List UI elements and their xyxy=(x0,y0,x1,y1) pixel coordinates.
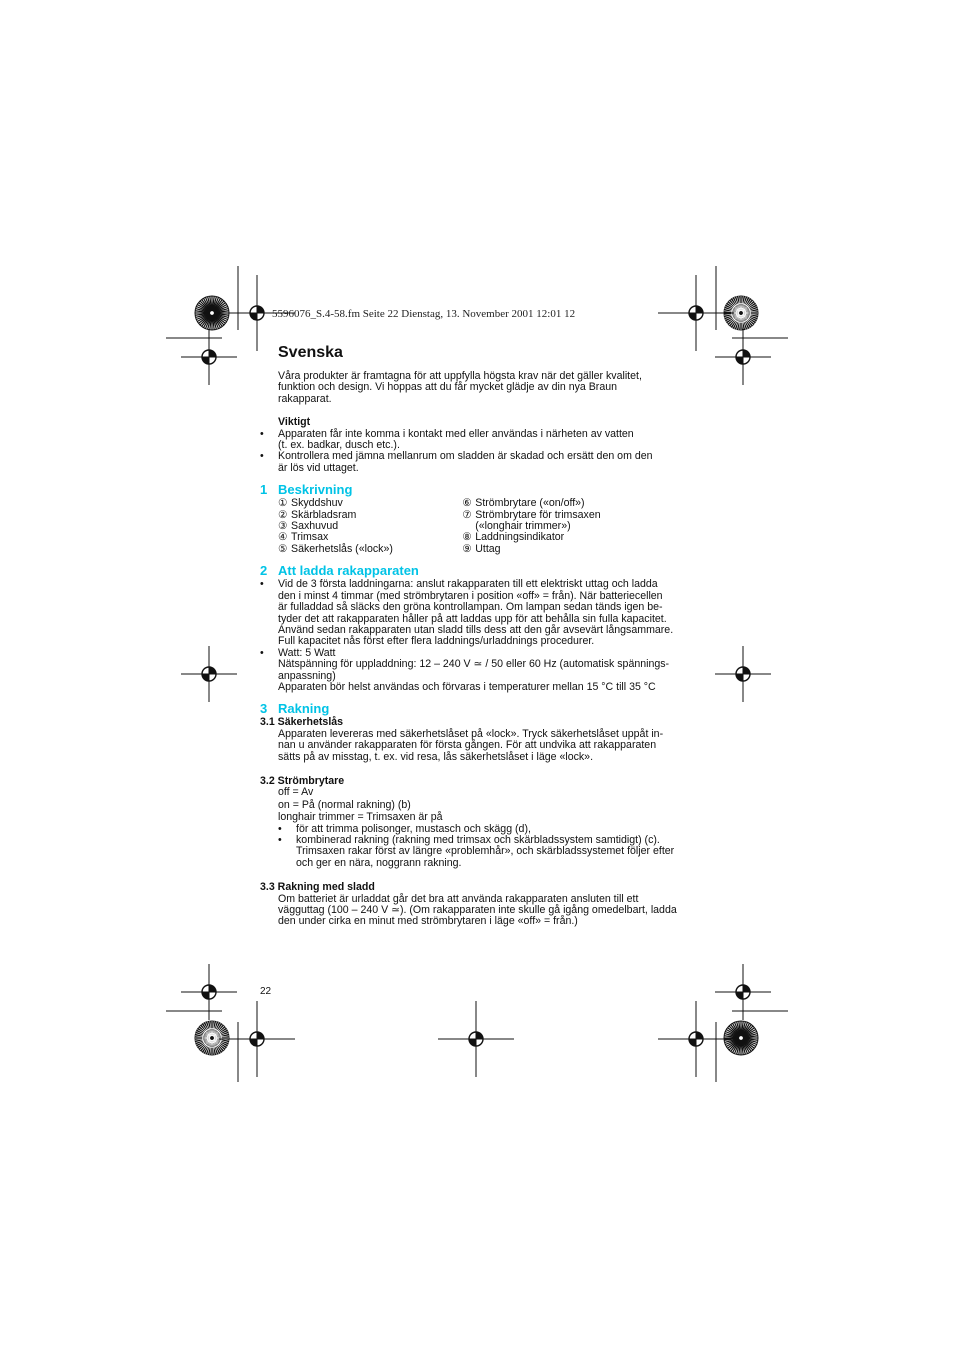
list-item: • Kontrollera med jämna mellanrum om sladden är skadad och ersätt den om den är lös vid uttaget. xyxy=(260,451,700,474)
subsection-3-1-title: 3.1 Säkerhetslås xyxy=(260,716,344,729)
switch-modes-list xyxy=(278,824,700,870)
viktigt-list xyxy=(260,429,700,475)
parts-list xyxy=(278,498,700,555)
list-item: • kombinerad rakning (rakning med trimsax och skärbladssystem samtidigt) (c). Trimsaxen rakar först av längre «problemhår», och skärbladssystemet följer efter och ger en nära, noggrann rakning. xyxy=(278,835,700,869)
subsection-3-1-text: Apparaten levereras med säkerhetslåset på «lock». Tryck säkerhetslåset uppåt in- nan u använder rakapparaten för första gången. För att undvika att rakapparaten sätts på av misstag, t. ex. vid resa, lås säkerhetslåset i läge «lock». xyxy=(278,727,664,763)
list-item: • Apparaten får inte komma i kontakt med eller användas i närheten av vatten (t. ex. badkar, dusch etc.). xyxy=(260,429,700,452)
intro-paragraph: Våra produkter är framtagna för att uppfylla högsta krav när det gäller kvalitet, funktion och design. Vi hoppas att du får mycket glädje av din nya Braun rakapparat. xyxy=(278,370,642,405)
section-2-heading: 2 Att ladda rakapparaten xyxy=(260,563,419,579)
charging-list xyxy=(260,579,700,693)
parts-column-right: ⑥ Strömbrytare («on/off») ⑦ Strömbrytare för trimsaxen («longhair trimmer») ⑧ Laddningsindikator ⑨ Uttag xyxy=(462,497,601,555)
list-item: • Vid de 3 första laddningarna: anslut rakapparaten till ett elektriskt uttag och ladda den i minst 4 timmar (med strömbrytaren i position «off» = från). När batteriecellen är fulladdad så släcks den gröna kontrollampan. Om lampan sedan tänds igen be- tyder det att rakapparaten håller på att laddas upp för att behålla sin fulla kapacitet. Använd sedan rakapparaten utan sladd tills dess att den går avsevärt långsammare. Full kapacitet nås först efter flera laddnings/urladdnings procedurer. xyxy=(260,579,700,647)
parts-column-left: ① Skyddshuv ② Skärbladsram ③ Saxhuvud ④ Trimsax ⑤ Säkerhetslås («lock») xyxy=(278,497,393,555)
subsection-3-2-text: off = Av on = På (normal rakning) (b) longhair trimmer = Trimsaxen är på • för att trimma polisonger, mustasch och skägg (d), • kombinerad rakning (rakning med trimsax och skärbladssystem samtidigt) (c). Trimsaxen rakar först av längre «problemhår», och skärbladssystemet följer efter och ger en nära, noggrann rakning. xyxy=(278,787,700,869)
viktigt-heading: Viktigt xyxy=(278,416,311,429)
subsection-3-3-title: 3.3 Rakning med sladd xyxy=(260,881,375,894)
subsection-3-3-text: Om batteriet är urladdat går det bra att använda rakapparaten ansluten till ett vägguttag (100 – 240 V ≃). (Om rakapparaten inte skulle gå igång omedelbart, ladda den under cirka en minut med strömbrytaren i läge «off» = från.) xyxy=(278,892,677,928)
file-header-line: 5596076_S.4-58.fm Seite 22 Dienstag, 13. November 2001 12:01 12 xyxy=(272,308,576,320)
list-item: • Watt: 5 Watt Nätspänning för uppladdning: 12 – 240 V ≃ / 50 eller 60 Hz (automatisk spännings- anpassning) Apparaten bör helst användas och förvaras i temperaturer mellan 15 °C till 35 °C xyxy=(260,648,700,694)
page-number: 22 xyxy=(260,986,272,997)
subsection-3-2-title: 3.2 Strömbrytare xyxy=(260,774,345,787)
section-1-heading: 1 Beskrivning xyxy=(260,482,353,498)
document-content xyxy=(260,343,700,928)
page-title: Svenska xyxy=(278,344,343,361)
section-3-heading: 3 Rakning xyxy=(260,701,330,717)
list-item: • för att trimma polisonger, mustasch och skägg (d), xyxy=(278,824,700,835)
